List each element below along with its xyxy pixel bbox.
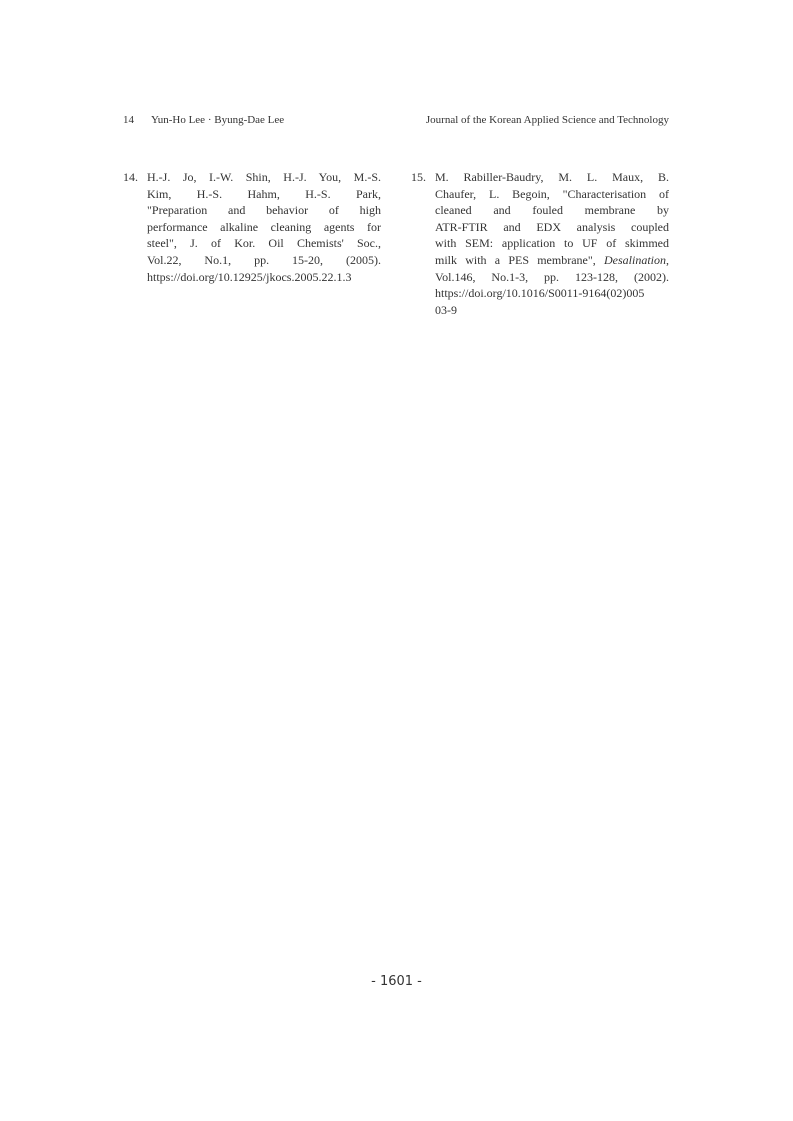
reference-15 bbox=[411, 169, 669, 318]
reference-line: H.-J. Jo, I.-W. Shin, H.-J. You, M.-S. bbox=[147, 170, 381, 184]
reference-line: performance alkaline cleaning agents for bbox=[147, 219, 381, 234]
running-head-left bbox=[123, 112, 284, 128]
reference-line: "Preparation and behavior of high bbox=[147, 203, 381, 218]
reference-line: Chaufer, L. Begoin, "Characterisation of bbox=[435, 186, 669, 201]
reference-line: cleaned and fouled membrane by bbox=[435, 203, 669, 218]
header-authors: Yun-Ho Lee · Byung-Dae Lee bbox=[151, 114, 285, 126]
footer-page-number: - 1601 - bbox=[371, 974, 422, 989]
reference-text: , bbox=[666, 252, 669, 267]
reference-number: 14. bbox=[123, 170, 138, 184]
reference-number: 15. bbox=[411, 170, 426, 184]
reference-doi-link[interactable]: https://doi.org/10.1016/S0011-9164(02)005 bbox=[435, 286, 645, 301]
reference-line: M. Rabiller-Baudry, M. L. Maux, B. bbox=[435, 170, 669, 184]
reference-line bbox=[435, 252, 669, 269]
reference-line: Vol.146, No.1-3, pp. 123-128, (2002). bbox=[435, 269, 669, 284]
right-column bbox=[411, 169, 669, 318]
journal-name: Desalination bbox=[604, 252, 666, 267]
header-page-number: 14 bbox=[123, 114, 134, 126]
reference-14 bbox=[123, 169, 381, 285]
reference-doi-link[interactable]: https://doi.org/10.12925/jkocs.2005.22.1.3 bbox=[147, 269, 352, 284]
reference-line: Kim, H.-S. Hahm, H.-S. Park, bbox=[147, 186, 381, 201]
reference-line: Vol.22, No.1, pp. 15-20, (2005). bbox=[147, 252, 381, 267]
reference-line: ATR-FTIR and EDX analysis coupled bbox=[435, 219, 669, 234]
reference-text: milk with a PES membrane", bbox=[435, 252, 604, 267]
running-head bbox=[123, 112, 669, 128]
reference-doi-link-continued[interactable]: 03-9 bbox=[435, 302, 457, 317]
reference-line: with SEM: application to UF of skimmed bbox=[435, 236, 669, 251]
left-column bbox=[123, 169, 381, 285]
header-journal-title: Journal of the Korean Applied Science and Technology bbox=[425, 114, 669, 126]
reference-line: steel", J. of Kor. Oil Chemists' Soc., bbox=[147, 236, 381, 251]
